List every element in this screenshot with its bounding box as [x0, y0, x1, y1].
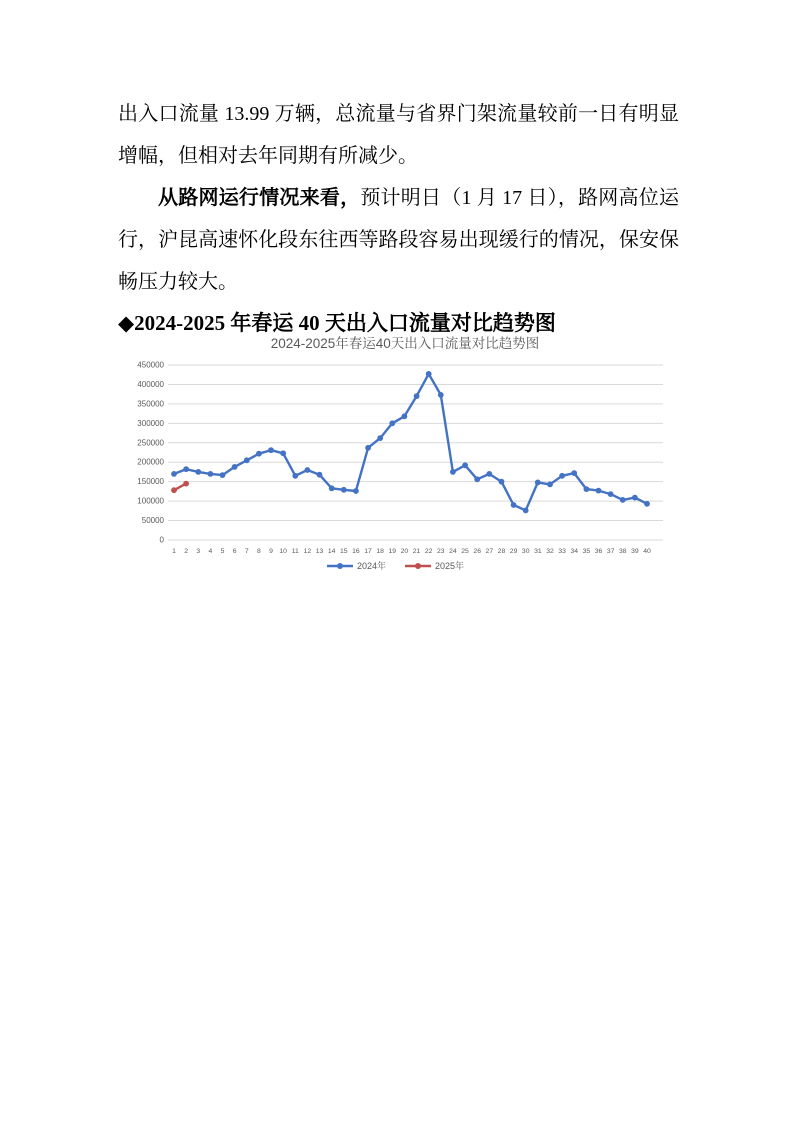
y-axis-tick-label: 450000 [137, 360, 164, 370]
x-axis-tick-label: 35 [582, 548, 591, 555]
series-marker-2024年 [511, 502, 517, 508]
x-axis-tick-label: 5 [220, 548, 225, 555]
document-body [118, 93, 679, 343]
x-axis-tick-label: 3 [196, 548, 201, 555]
series-marker-2024年 [402, 413, 408, 419]
x-axis-tick-label: 16 [352, 548, 360, 555]
series-marker-2024年 [292, 473, 298, 479]
y-axis-tick-label: 100000 [137, 496, 164, 506]
x-axis-tick-label: 14 [327, 548, 336, 555]
series-marker-2024年 [535, 480, 541, 486]
x-axis-tick-label: 23 [437, 548, 445, 555]
series-marker-2024年 [438, 392, 444, 398]
paragraph-network-forecast-rest: 预计明日（1 月 17 日），路网高位运行，沪昆高速怀化段东往西等路段容易出现缓行的情况，保安保畅压力较大。 [118, 187, 680, 293]
x-axis-tick-label: 40 [643, 548, 651, 555]
series-marker-2024年 [171, 471, 177, 477]
x-axis-tick-label: 32 [546, 548, 554, 555]
series-marker-2024年 [244, 457, 250, 463]
series-marker-2024年 [305, 467, 311, 473]
series-marker-2024年 [632, 495, 638, 501]
paragraph-network-forecast-lead: 从路网运行情况来看， [158, 187, 361, 209]
legend-marker-2025年 [415, 563, 421, 569]
y-axis-tick-label: 350000 [137, 399, 164, 409]
series-marker-2024年 [474, 476, 480, 482]
x-axis-tick-label: 34 [570, 548, 579, 555]
x-axis-tick-label: 33 [558, 548, 566, 555]
y-axis-tick-label: 250000 [137, 438, 164, 448]
x-axis-tick-label: 20 [400, 548, 409, 555]
x-axis-tick-label: 13 [315, 548, 324, 555]
series-marker-2024年 [620, 497, 626, 503]
x-axis-tick-label: 26 [473, 548, 481, 555]
series-marker-2024年 [389, 420, 395, 426]
series-marker-2024年 [547, 482, 553, 488]
x-axis-tick-label: 28 [497, 548, 506, 555]
series-marker-2024年 [280, 450, 286, 456]
x-axis-tick-label: 25 [461, 548, 469, 555]
paragraph-network-forecast [118, 177, 679, 303]
x-axis-tick-label: 30 [521, 548, 530, 555]
series-marker-2024年 [571, 470, 577, 476]
x-axis-tick-label: 15 [340, 548, 348, 555]
x-axis-tick-label: 11 [291, 548, 299, 555]
series-marker-2024年 [268, 447, 274, 453]
x-axis-tick-label: 12 [303, 548, 312, 555]
series-marker-2024年 [195, 469, 201, 475]
y-axis-tick-label: 150000 [137, 477, 164, 487]
legend-label-2025年: 2025年 [435, 561, 465, 571]
series-marker-2025年 [183, 481, 189, 487]
legend-label-2024年: 2024年 [357, 561, 387, 571]
x-axis-tick-label: 36 [594, 548, 603, 555]
series-line-2024年 [174, 374, 647, 511]
y-axis-tick-label: 50000 [141, 516, 164, 526]
flow-trend-chart [120, 332, 690, 587]
flow-trend-chart-svg [120, 332, 690, 587]
series-marker-2024年 [523, 508, 529, 514]
x-axis-tick-label: 17 [364, 548, 372, 555]
x-axis-tick-label: 21 [412, 548, 421, 555]
x-axis-tick-label: 37 [606, 548, 615, 555]
x-axis-tick-label: 2 [184, 548, 189, 555]
y-axis-tick-label: 300000 [137, 418, 164, 428]
series-marker-2024年 [341, 487, 347, 493]
series-marker-2024年 [232, 464, 238, 470]
series-marker-2024年 [256, 451, 262, 457]
x-axis-tick-label: 38 [618, 548, 627, 555]
x-axis-tick-label: 39 [631, 548, 639, 555]
x-axis-tick-label: 8 [257, 548, 261, 555]
x-axis-tick-label: 31 [534, 548, 542, 555]
series-marker-2024年 [183, 466, 189, 472]
series-marker-2024年 [365, 445, 371, 451]
x-axis-tick-label: 18 [376, 548, 384, 555]
series-marker-2024年 [584, 486, 590, 492]
x-axis-tick-label: 27 [485, 548, 494, 555]
y-axis-tick-label: 200000 [137, 457, 164, 467]
series-marker-2024年 [644, 501, 650, 507]
x-axis-tick-label: 22 [424, 548, 433, 555]
x-axis-tick-label: 1 [172, 548, 176, 555]
series-marker-2024年 [317, 472, 323, 478]
series-marker-2024年 [462, 462, 468, 468]
series-marker-2024年 [499, 479, 505, 485]
x-axis-tick-label: 6 [232, 548, 237, 555]
y-axis-tick-label: 400000 [137, 379, 164, 389]
chart-title: 2024-2025年春运40天出入口流量对比趋势图 [270, 336, 540, 351]
series-marker-2024年 [559, 473, 565, 479]
y-axis-tick-label: 0 [159, 535, 164, 545]
chart-section-heading: ◆2024-2025 年春运 40 天出入口流量对比趋势图 [118, 311, 556, 335]
series-marker-2024年 [208, 471, 214, 477]
series-marker-2024年 [426, 371, 432, 377]
x-axis-tick-label: 29 [509, 548, 518, 555]
x-axis-tick-label: 9 [269, 548, 273, 555]
series-marker-2024年 [377, 435, 383, 441]
series-marker-2024年 [608, 491, 614, 497]
x-axis-tick-label: 24 [449, 548, 457, 555]
x-axis-tick-label: 19 [388, 548, 397, 555]
series-marker-2024年 [596, 488, 602, 494]
series-marker-2024年 [329, 485, 335, 491]
series-marker-2024年 [486, 471, 492, 477]
series-marker-2024年 [220, 472, 226, 478]
series-marker-2024年 [450, 469, 456, 475]
series-marker-2025年 [171, 487, 177, 493]
series-marker-2024年 [414, 393, 420, 399]
x-axis-tick-label: 7 [244, 548, 249, 555]
series-marker-2024年 [353, 488, 359, 494]
x-axis-tick-label: 10 [279, 548, 287, 555]
paragraph-traffic-summary: 出入口流量 13.99 万辆，总流量与省界门架流量较前一日有明显增幅，但相对去年同期有所减少。 [118, 103, 679, 167]
legend-marker-2024年 [337, 563, 343, 569]
x-axis-tick-label: 4 [208, 548, 213, 555]
